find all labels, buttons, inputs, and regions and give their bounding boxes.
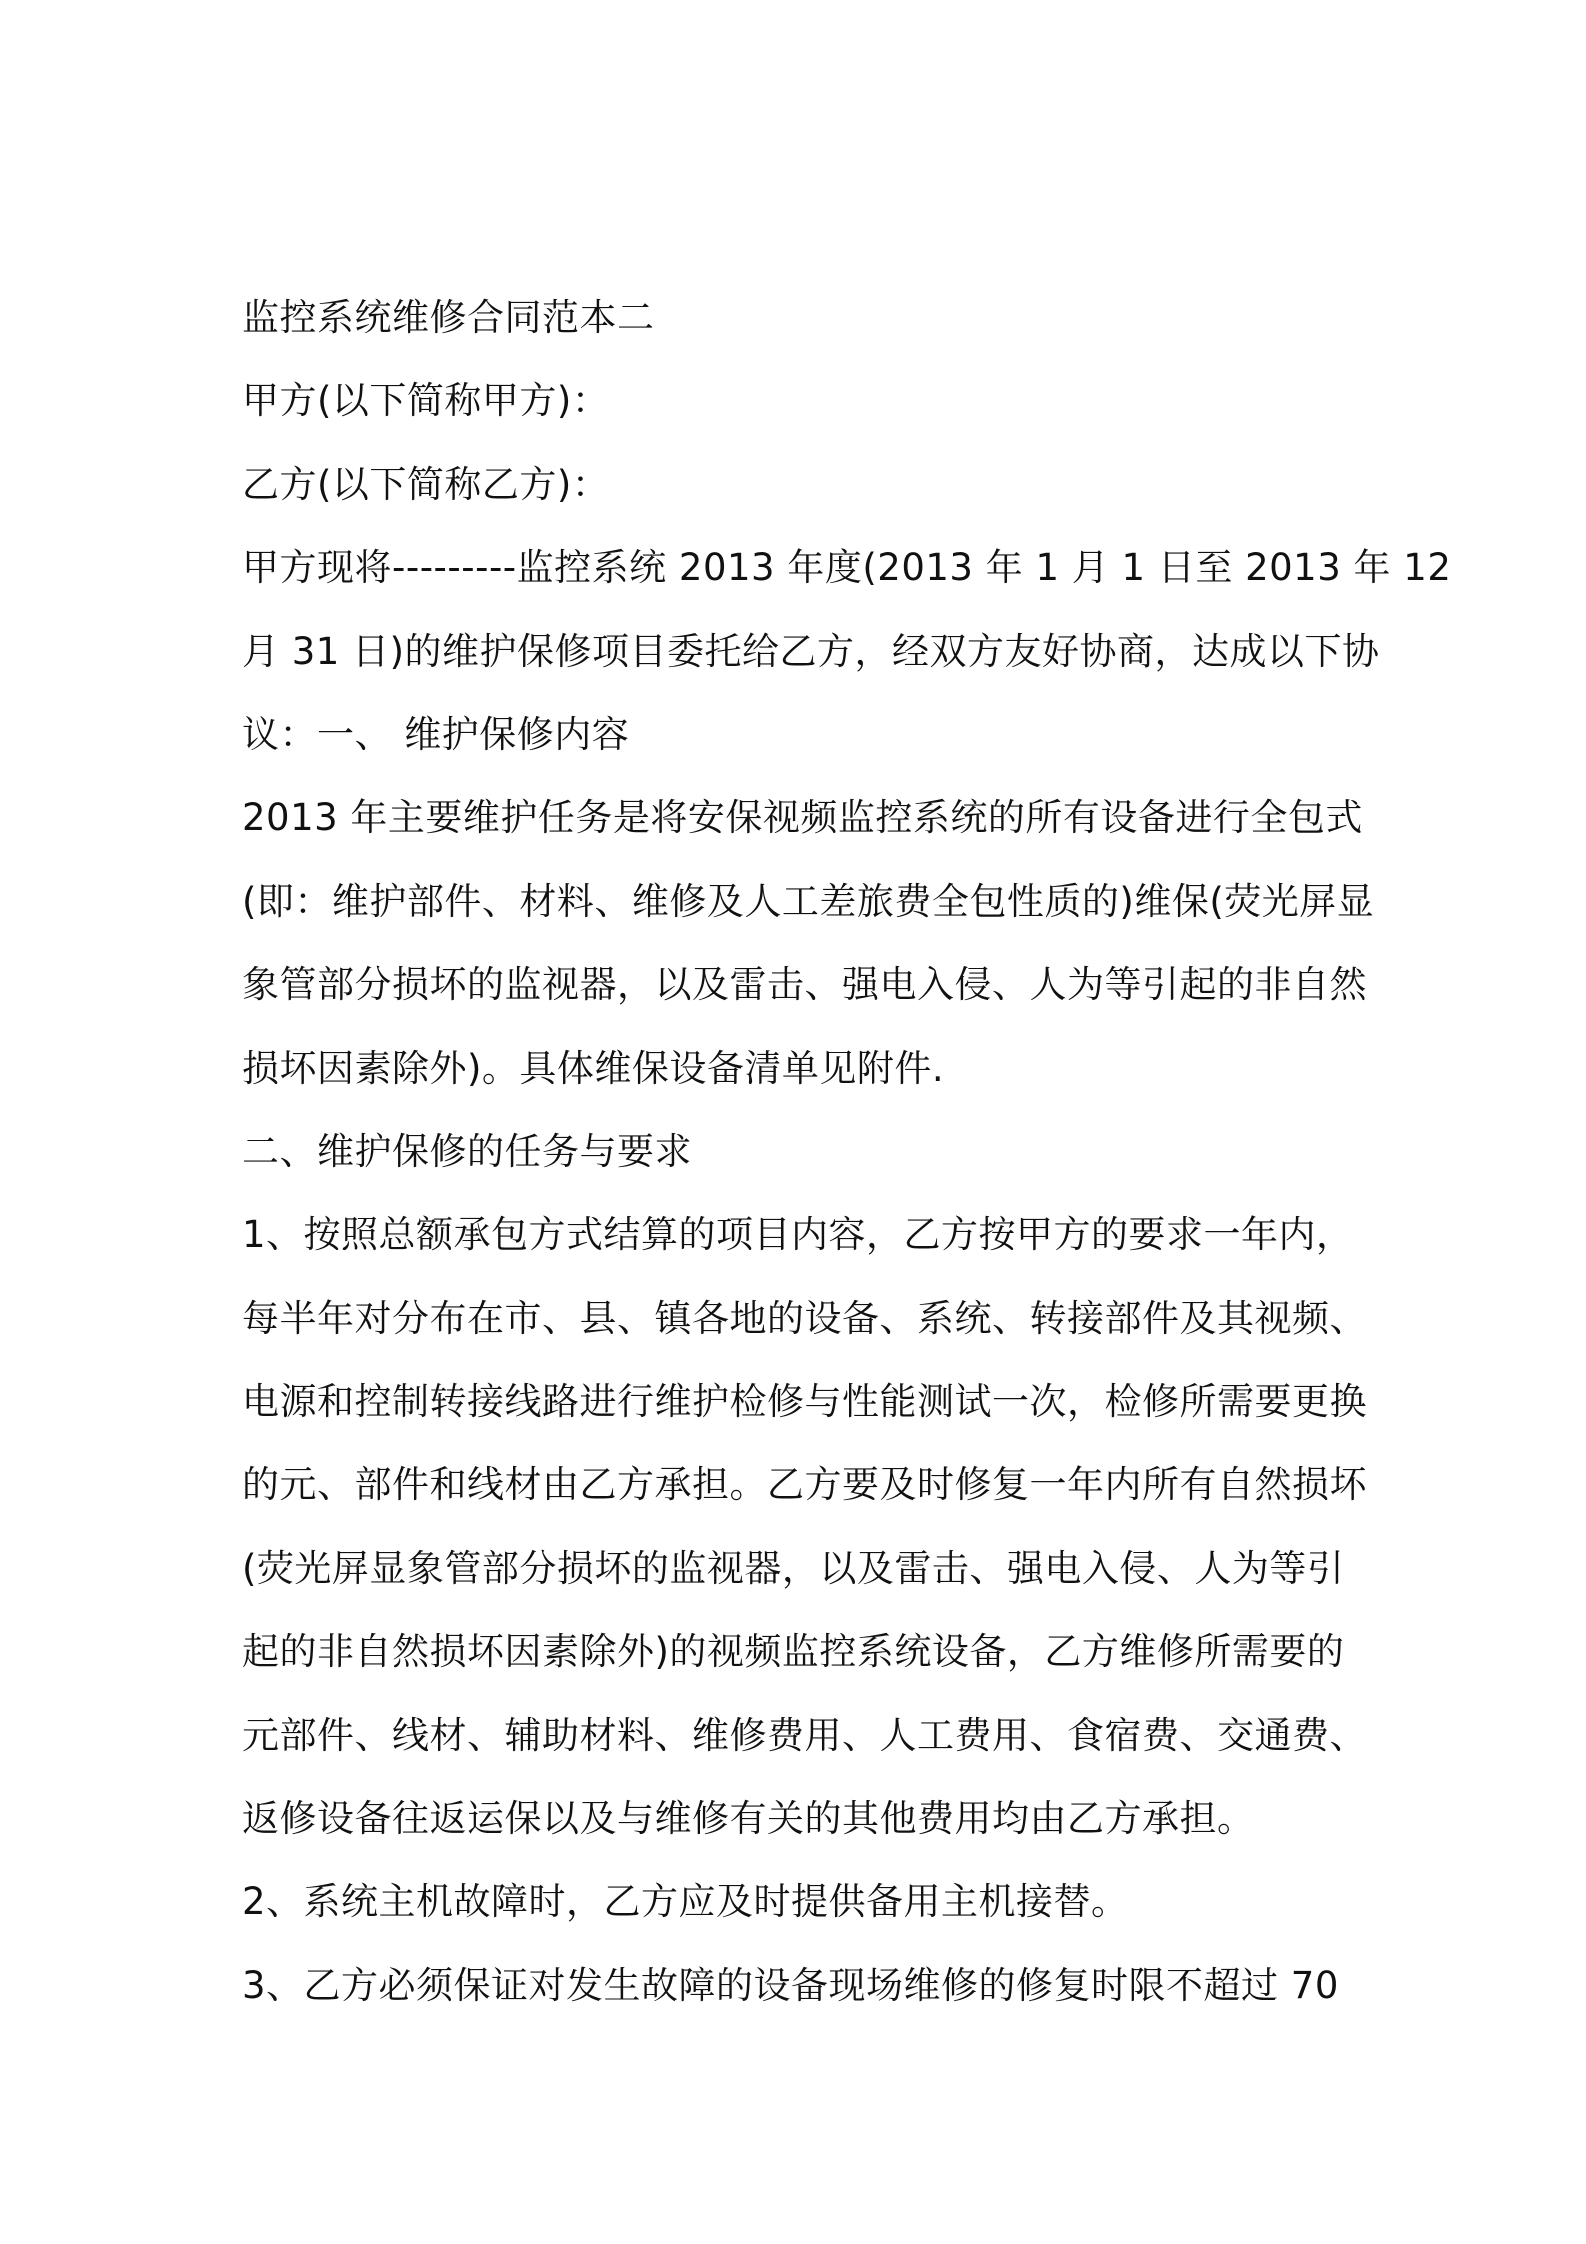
party-a-line: 甲方(以下简称甲方)： bbox=[242, 379, 610, 423]
text-line: 甲方现将---------监控系统 2013 年度(2013 年 1 月 1 日至 2013 年 12 bbox=[242, 546, 1452, 590]
text-line: 的元、部件和线材由乙方承担。乙方要及时修复一年内所有自然损坏 bbox=[242, 1463, 1367, 1507]
section-heading: 议：一、 维护保修内容 bbox=[242, 712, 630, 756]
text-line: 每半年对分布在市、县、镇各地的设备、系统、转接部件及其视频、 bbox=[242, 1296, 1367, 1340]
text-line: 2013 年主要维护任务是将安保视频监控系统的所有设备进行全包式 bbox=[242, 796, 1363, 840]
text-line: 3、乙方必须保证对发生故障的设备现场维修的修复时限不超过 70 bbox=[242, 1963, 1339, 2007]
text-line: (荧光屏显象管部分损坏的监视器，以及雷击、强电入侵、人为等引 bbox=[242, 1546, 1345, 1590]
party-b-line: 乙方(以下简称乙方)： bbox=[242, 462, 610, 506]
text-line: 2、系统主机故障时，乙方应及时提供备用主机接替。 bbox=[242, 1880, 1129, 1924]
text-line: 元部件、线材、辅助材料、维修费用、人工费用、食宿费、交通费、 bbox=[242, 1713, 1367, 1757]
text-line: 象管部分损坏的监视器，以及雷击、强电入侵、人为等引起的非自然 bbox=[242, 963, 1367, 1007]
text-line: 1、按照总额承包方式结算的项目内容，乙方按甲方的要求一年内， bbox=[242, 1213, 1354, 1257]
text-line: 损坏因素除外)。具体维保设备清单见附件. bbox=[242, 1046, 945, 1090]
section-heading: 二、维护保修的任务与要求 bbox=[242, 1129, 692, 1173]
text-line: 月 31 日)的维护保修项目委托给乙方，经双方友好协商，达成以下协 bbox=[242, 629, 1380, 673]
document-body bbox=[242, 276, 1452, 2027]
text-line: 返修设备往返运保以及与维修有关的其他费用均由乙方承担。 bbox=[242, 1797, 1255, 1841]
text-line: 电源和控制转接线路进行维护检修与性能测试一次，检修所需要更换 bbox=[242, 1380, 1367, 1424]
text-line: 起的非自然损坏因素除外)的视频监控系统设备，乙方维修所需要的 bbox=[242, 1630, 1345, 1674]
document-title: 监控系统维修合同范本二 bbox=[242, 296, 655, 339]
text-line: (即：维护部件、材料、维修及人工差旅费全包性质的)维保(荧光屏显 bbox=[242, 879, 1375, 923]
